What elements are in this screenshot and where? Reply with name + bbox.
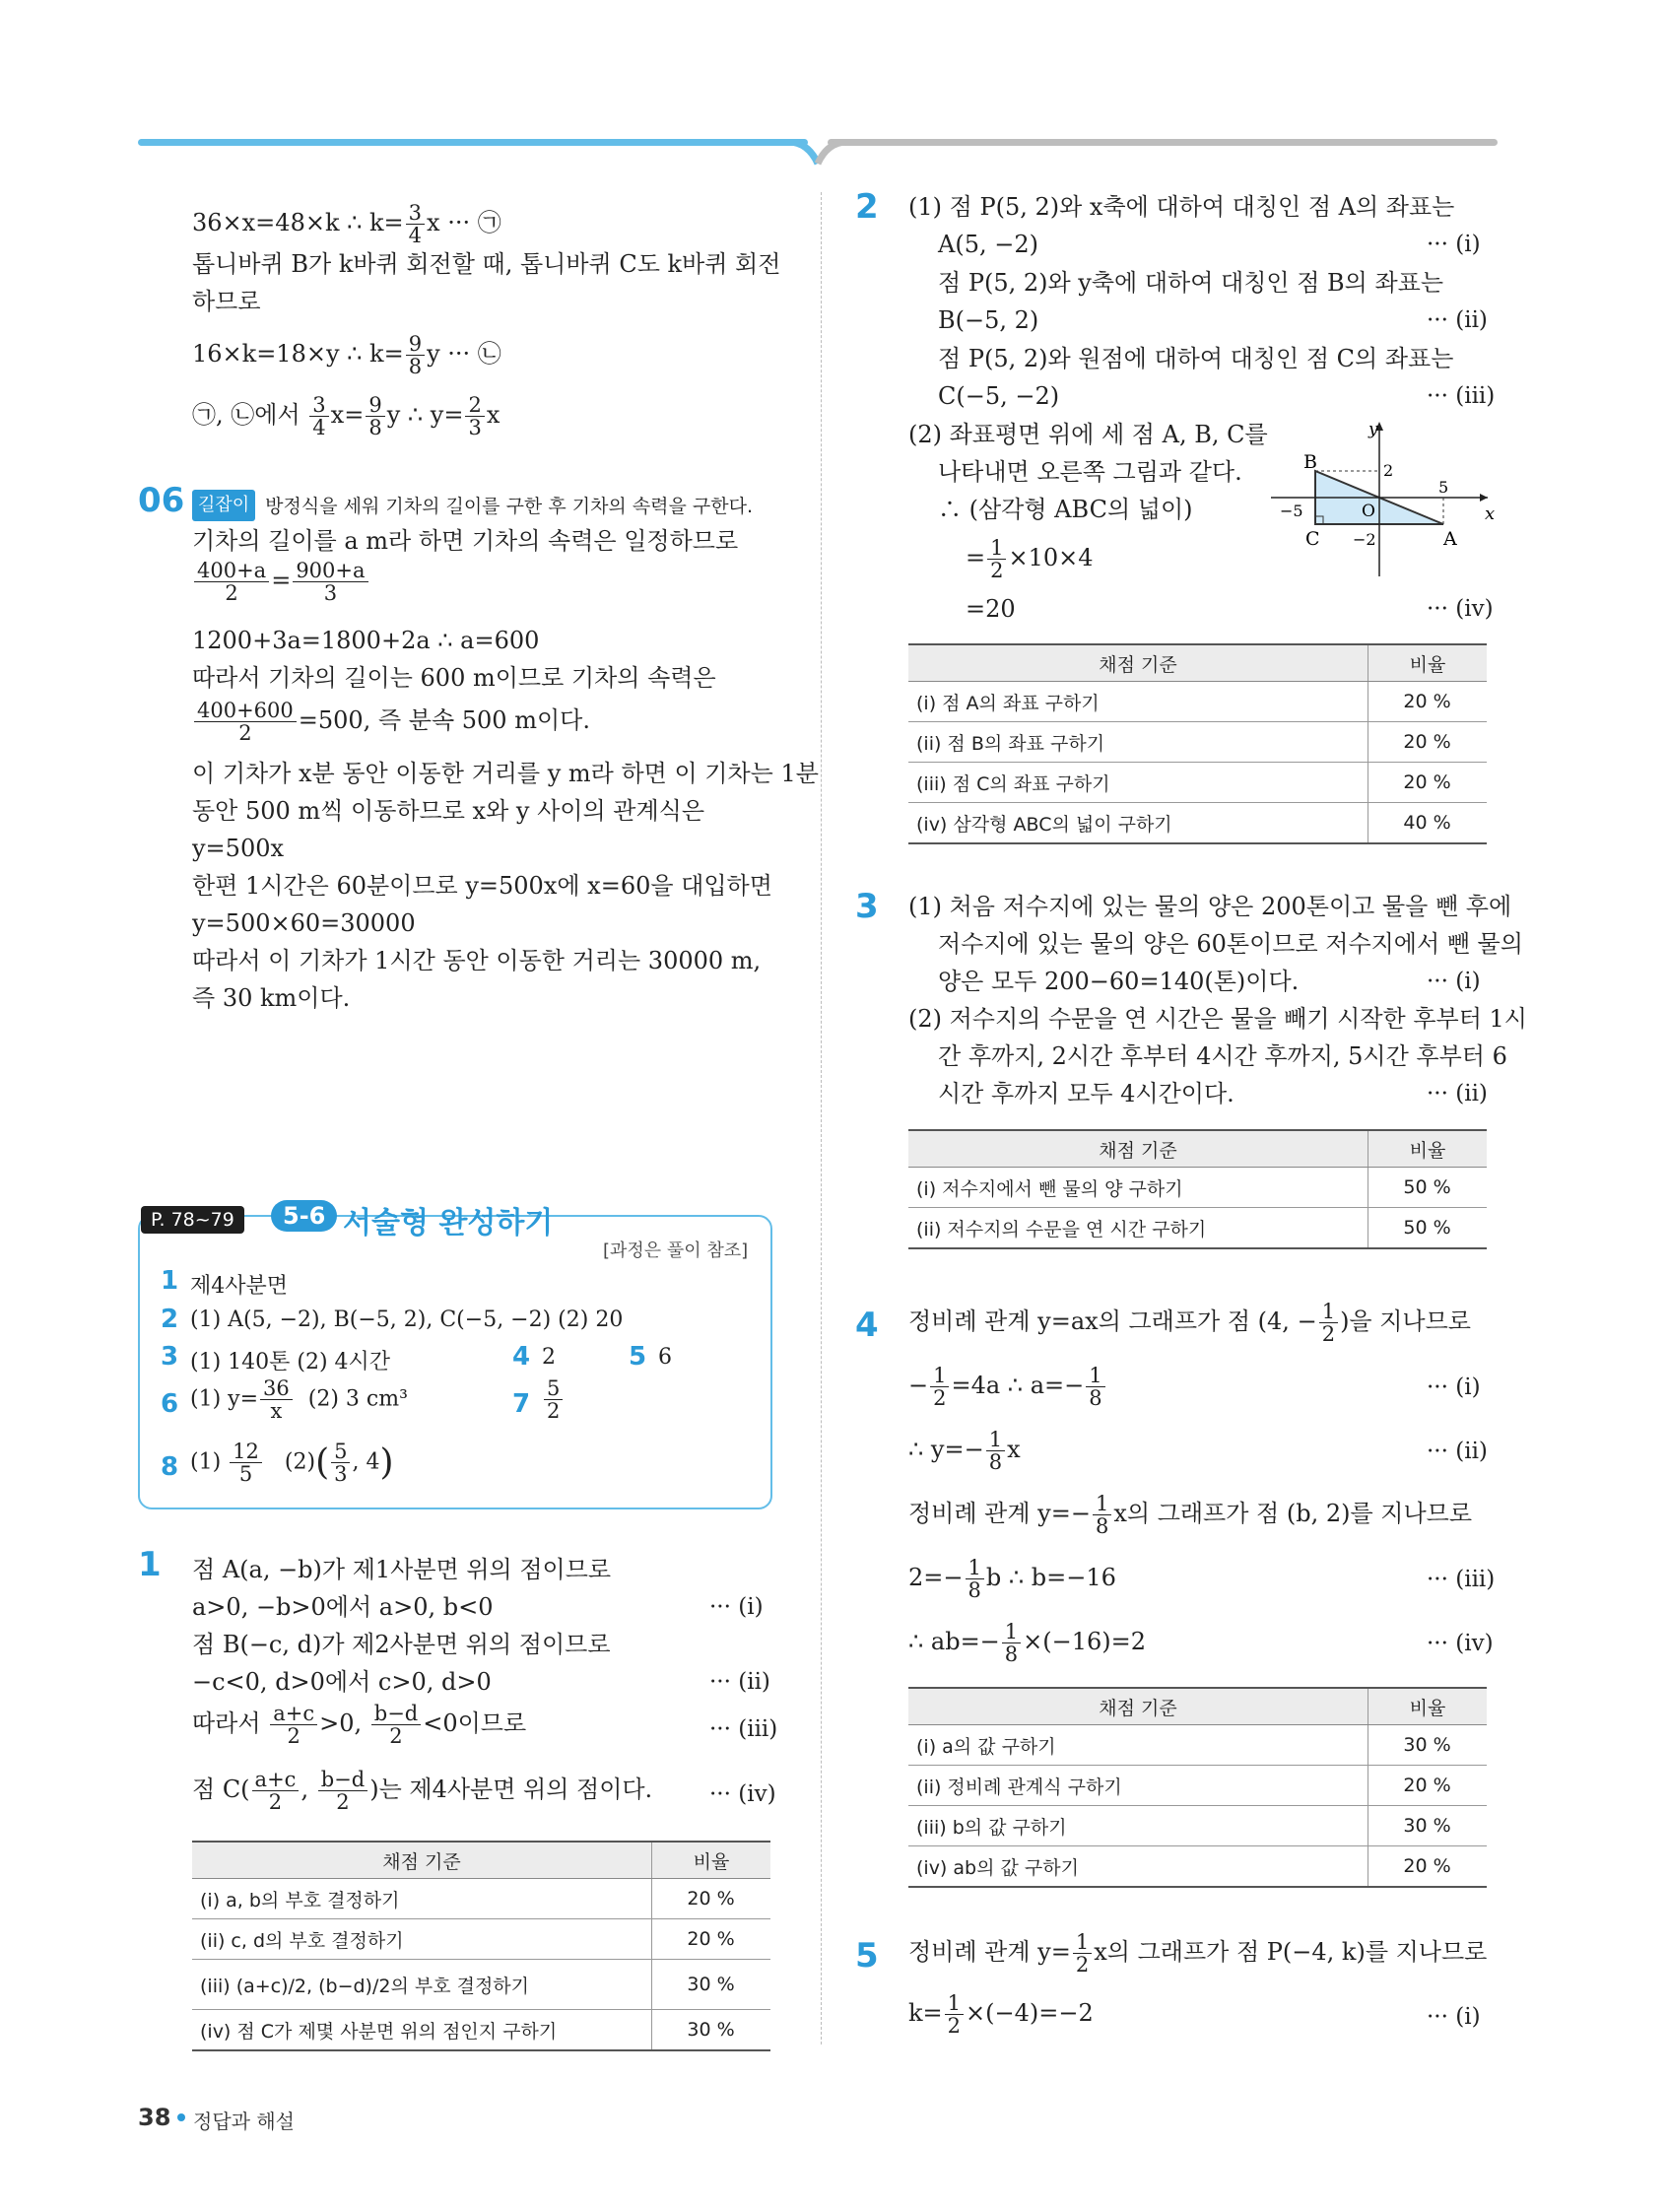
q2-line-7: (2) 좌표평면 위에 세 점 A, B, C를 bbox=[908, 421, 1268, 448]
footer-dot bbox=[177, 2113, 185, 2121]
table-header: 채점 기준 bbox=[908, 644, 1368, 682]
q3-line-6: 시간 후까지 모두 4시간이다. bbox=[938, 1080, 1234, 1107]
page-number: 38 bbox=[138, 2104, 171, 2131]
graph-label: C bbox=[1305, 528, 1320, 550]
q06-line-6: 이 기차가 x분 동안 이동한 거리를 y m라 하면 이 기차는 1분 bbox=[192, 760, 819, 787]
q1-line-6: 점 C( $\frac{a+c}{2}$ , $\frac{b-d}{2}$ )는 제4사분면 위의 점이다. bbox=[192, 1768, 653, 1814]
table-header: 채점 기준 bbox=[192, 1842, 652, 1879]
table-row: (iii) b의 값 구하기 30 % bbox=[908, 1806, 1487, 1846]
q2-scoring-table bbox=[908, 643, 1487, 844]
column-divider bbox=[821, 192, 822, 2044]
q1-line-3: 점 B(−c, d)가 제2사분면 위의 점이므로 bbox=[192, 1631, 611, 1658]
q4-mark-ii: ··· (ii) bbox=[1427, 1439, 1488, 1464]
q2-line-3: 점 P(5, 2)와 y축에 대하여 대칭인 점 B의 좌표는 bbox=[938, 269, 1444, 297]
q06-line-5: $\frac{400+600}{2}$ =500, 즉 분속 500 m이다. bbox=[192, 700, 590, 744]
graph-label: −5 bbox=[1280, 502, 1303, 520]
q4-mark-i: ··· (i) bbox=[1427, 1374, 1481, 1400]
q06-line-4: 따라서 기차의 길이는 600 m이므로 기차의 속력은 bbox=[192, 664, 716, 692]
q4-mark-iv: ··· (iv) bbox=[1427, 1631, 1494, 1656]
summary-answer-7: $\frac{5}{2}$ bbox=[542, 1377, 565, 1422]
q2-line-9: ∴ (삼각형 ABC의 넓이) bbox=[938, 496, 1193, 523]
q06-line-9: 한편 1시간은 60분이므로 y=500x에 x=60을 대입하면 bbox=[192, 872, 772, 900]
table-row: (i) 점 A의 좌표 구하기 20 % bbox=[908, 682, 1487, 722]
hint-tag: 길잡이 bbox=[192, 490, 255, 521]
q2-mark-iv: ··· (iv) bbox=[1427, 596, 1494, 622]
q5-mark-i: ··· (i) bbox=[1427, 2004, 1481, 2030]
graph-label: −2 bbox=[1353, 530, 1376, 549]
q2-line-4: B(−5, 2) bbox=[938, 306, 1039, 334]
q2-mark-i: ··· (i) bbox=[1427, 232, 1481, 257]
graph-label: O bbox=[1362, 502, 1375, 521]
table-row: (iii) 점 C의 좌표 구하기 20 % bbox=[908, 763, 1487, 803]
q06-line-7: 동안 500 m씩 이동하므로 x와 y 사이의 관계식은 bbox=[192, 797, 705, 825]
question-number-1: 1 bbox=[138, 1545, 162, 1584]
left-line-1: 36×x=48×k ∴ k= $\frac{3}{4}$ x ··· ㉠ bbox=[192, 201, 501, 247]
q1-scoring-table bbox=[192, 1841, 770, 2051]
q2-line-11: =20 bbox=[966, 595, 1016, 623]
x-axis-arrow bbox=[1480, 494, 1488, 502]
q3-line-5: 간 후까지, 2시간 후부터 4시간 후까지, 5시간 후부터 6 bbox=[938, 1042, 1507, 1070]
q06-line-11: 따라서 이 기차가 1시간 동안 이동한 거리는 30000 m, bbox=[192, 947, 762, 974]
question-number-2: 2 bbox=[855, 187, 879, 227]
q4-line-6: ∴ ab=− $\frac{1}{8}$ ×(−16)=2 bbox=[908, 1620, 1147, 1666]
question-number-4: 4 bbox=[855, 1306, 879, 1345]
q2-mark-iii: ··· (iii) bbox=[1427, 383, 1496, 409]
table-header: 비율 bbox=[1368, 644, 1488, 682]
q2-line-8: 나타내면 오른쪽 그림과 같다. bbox=[938, 458, 1242, 486]
table-row: (ii) 저수지의 수문을 연 시간 구하기 50 % bbox=[908, 1208, 1487, 1249]
left-line-4: 16×k=18×y ∴ k= $\frac{9}{8}$ y ··· ㉡ bbox=[192, 332, 501, 378]
summary-answer-4: 2 bbox=[542, 1345, 556, 1370]
q4-line-1: 정비례 관계 y=ax의 그래프가 점 (4, − $\frac{1}{2}$ )을 지나므로 bbox=[908, 1300, 1471, 1346]
summary-title: 서술형 완성하기 bbox=[343, 1206, 554, 1240]
q3-scoring-table bbox=[908, 1129, 1487, 1249]
q4-line-5: 2=− $\frac{1}{8}$ b ∴ b=−16 bbox=[908, 1556, 1116, 1602]
q1-mark-iii: ··· (iii) bbox=[709, 1716, 778, 1742]
table-row: (i) a의 값 구하기 30 % bbox=[908, 1725, 1487, 1766]
summary-number: 7 bbox=[512, 1389, 531, 1419]
q2-line-5: 점 P(5, 2)와 원점에 대하여 대칭인 점 C의 좌표는 bbox=[938, 345, 1454, 372]
q4-line-3: ∴ y=− $\frac{1}{8}$ x bbox=[908, 1428, 1021, 1474]
top-bar-gray bbox=[828, 139, 1498, 146]
summary-answer-2: (1) A(5, −2), B(−5, 2), C(−5, −2) (2) 20 bbox=[190, 1307, 624, 1332]
q1-line-2: a>0, −b>0에서 a>0, b<0 bbox=[192, 1593, 494, 1621]
q2-line-6: C(−5, −2) bbox=[938, 382, 1060, 410]
q06-line-8: y=500x bbox=[192, 835, 285, 862]
summary-number: 3 bbox=[161, 1342, 179, 1372]
q1-mark-iv: ··· (iv) bbox=[709, 1781, 776, 1807]
left-line-2: 톱니바퀴 B가 k바퀴 회전할 때, 톱니바퀴 C도 k바퀴 회전 bbox=[192, 250, 781, 278]
q06-line-2: $\frac{400+a}{2}$ = $\frac{900+a}{3}$ bbox=[192, 560, 370, 604]
table-row: (ii) 정비례 관계식 구하기 20 % bbox=[908, 1766, 1487, 1806]
left-line-5: ㉠, ㉡에서 $\frac{3}{4}$ x= $\frac{9}{8}$ y ∴ y= $\frac{2}{3}$ x bbox=[192, 393, 500, 439]
q2-line-1: (1) 점 P(5, 2)와 x축에 대하여 대칭인 점 A의 좌표는 bbox=[908, 193, 1455, 221]
summary-answer-3: (1) 140톤 (2) 4시간 bbox=[190, 1350, 391, 1374]
summary-section-pill: 5-6 bbox=[271, 1200, 337, 1232]
top-bar-blue bbox=[138, 139, 808, 146]
q2-line-10: = $\frac{1}{2}$ ×10×4 bbox=[966, 536, 1094, 582]
q1-mark-i: ··· (i) bbox=[709, 1594, 764, 1620]
question-number-3: 3 bbox=[855, 887, 879, 926]
q06-line-12: 즉 30 km이다. bbox=[192, 984, 351, 1012]
q2-mark-ii: ··· (ii) bbox=[1427, 307, 1488, 333]
table-row: (i) 저수지에서 뺀 물의 양 구하기 50 % bbox=[908, 1168, 1487, 1208]
summary-number: 8 bbox=[161, 1452, 179, 1482]
table-row: (i) a, b의 부호 결정하기 20 % bbox=[192, 1879, 770, 1919]
table-row: (ii) c, d의 부호 결정하기 20 % bbox=[192, 1919, 770, 1960]
top-bar-notch bbox=[788, 139, 847, 168]
q06-hint-line: 길잡이 방정식을 세워 기차의 길이를 구한 후 기차의 속력을 구한다. bbox=[192, 490, 753, 521]
table-row: (iii) (a+c)/2, (b−d)/2의 부호 결정하기 30 % bbox=[192, 1960, 770, 2010]
q4-mark-iii: ··· (iii) bbox=[1427, 1567, 1496, 1592]
q3-line-3: 양은 모두 200−60=140(톤)이다. bbox=[938, 968, 1300, 995]
q5-line-2: k= $\frac{1}{2}$ ×(−4)=−2 bbox=[908, 1991, 1094, 2038]
left-line-3: 하므로 bbox=[192, 288, 261, 315]
summary-note: [과정은 풀이 참조] bbox=[603, 1240, 749, 1261]
q3-mark-i: ··· (i) bbox=[1427, 969, 1481, 994]
q3-mark-ii: ··· (ii) bbox=[1427, 1081, 1488, 1106]
q06-line-3: 1200+3a=1800+2a ∴ a=600 bbox=[192, 627, 540, 654]
graph-label: 5 bbox=[1438, 478, 1449, 497]
summary-number: 1 bbox=[161, 1266, 179, 1296]
triangle-abc-graph bbox=[1266, 419, 1498, 581]
summary-answer-8: (1) $\frac{12}{5}$ (2)( $\frac{5}{3}$ , 4) bbox=[190, 1440, 394, 1486]
q4-line-2: − $\frac{1}{2}$ =4a ∴ a=− $\frac{1}{8}$ bbox=[908, 1365, 1107, 1409]
q1-mark-ii: ··· (ii) bbox=[709, 1669, 770, 1695]
question-number-5: 5 bbox=[855, 1936, 879, 1976]
graph-label: y bbox=[1368, 420, 1378, 439]
table-row: (ii) 점 B의 좌표 구하기 20 % bbox=[908, 722, 1487, 763]
q4-line-4: 정비례 관계 y=− $\frac{1}{8}$ x의 그래프가 점 (b, 2)를 지나므로 bbox=[908, 1492, 1473, 1538]
q3-line-2: 저수지에 있는 물의 양은 60톤이므로 저수지에서 뺀 물의 bbox=[938, 930, 1523, 958]
table-row: (iv) 점 C가 제몇 사분면 위의 점인지 구하기 30 % bbox=[192, 2010, 770, 2051]
summary-answer-5: 6 bbox=[658, 1345, 672, 1370]
table-header: 비율 bbox=[1368, 1688, 1488, 1725]
q3-line-4: (2) 저수지의 수문을 연 시간은 물을 빼기 시작한 후부터 1시 bbox=[908, 1005, 1527, 1033]
q5-line-1: 정비례 관계 y= $\frac{1}{2}$ x의 그래프가 점 P(−4, k)를 지나므로 bbox=[908, 1930, 1488, 1977]
footer-label: 정답과 해설 bbox=[193, 2110, 295, 2133]
q06-line-10: y=500×60=30000 bbox=[192, 909, 416, 937]
summary-number: 2 bbox=[161, 1305, 179, 1334]
table-header: 비율 bbox=[652, 1842, 771, 1879]
q3-line-1: (1) 처음 저수지에 있는 물의 양은 200톤이고 물을 뺀 후에 bbox=[908, 893, 1512, 920]
graph-label: 2 bbox=[1383, 461, 1394, 480]
summary-number: 5 bbox=[629, 1342, 647, 1372]
question-number-06: 06 bbox=[138, 481, 185, 520]
graph-label: x bbox=[1485, 503, 1496, 524]
summary-page-label: P. 78~79 bbox=[141, 1206, 244, 1234]
q1-line-4: −c<0, d>0에서 c>0, d>0 bbox=[192, 1668, 492, 1696]
q4-scoring-table bbox=[908, 1687, 1487, 1888]
summary-number: 4 bbox=[512, 1342, 531, 1372]
graph-label: A bbox=[1443, 528, 1457, 550]
table-row: (iv) ab의 값 구하기 20 % bbox=[908, 1846, 1487, 1888]
summary-answer-6: (1) y= $\frac{36}{x}$ (2) 3 cm³ bbox=[190, 1376, 408, 1423]
q06-line-1: 기차의 길이를 a m라 하면 기차의 속력은 일정하므로 bbox=[192, 527, 739, 555]
table-header: 비율 bbox=[1368, 1130, 1488, 1168]
summary-answer-1: 제4사분면 bbox=[190, 1274, 289, 1299]
table-header: 채점 기준 bbox=[908, 1688, 1368, 1725]
q2-line-2: A(5, −2) bbox=[938, 231, 1038, 258]
summary-number: 6 bbox=[161, 1389, 179, 1419]
table-header: 채점 기준 bbox=[908, 1130, 1368, 1168]
q1-line-5: 따라서 $\frac{a+c}{2}$ >0, $\frac{b-d}{2}$ <0이므로 bbox=[192, 1702, 527, 1748]
graph-label: B bbox=[1303, 451, 1317, 473]
table-row: (iv) 삼각형 ABC의 넓이 구하기 40 % bbox=[908, 803, 1487, 844]
q1-line-1: 점 A(a, −b)가 제1사분면 위의 점이므로 bbox=[192, 1556, 612, 1583]
